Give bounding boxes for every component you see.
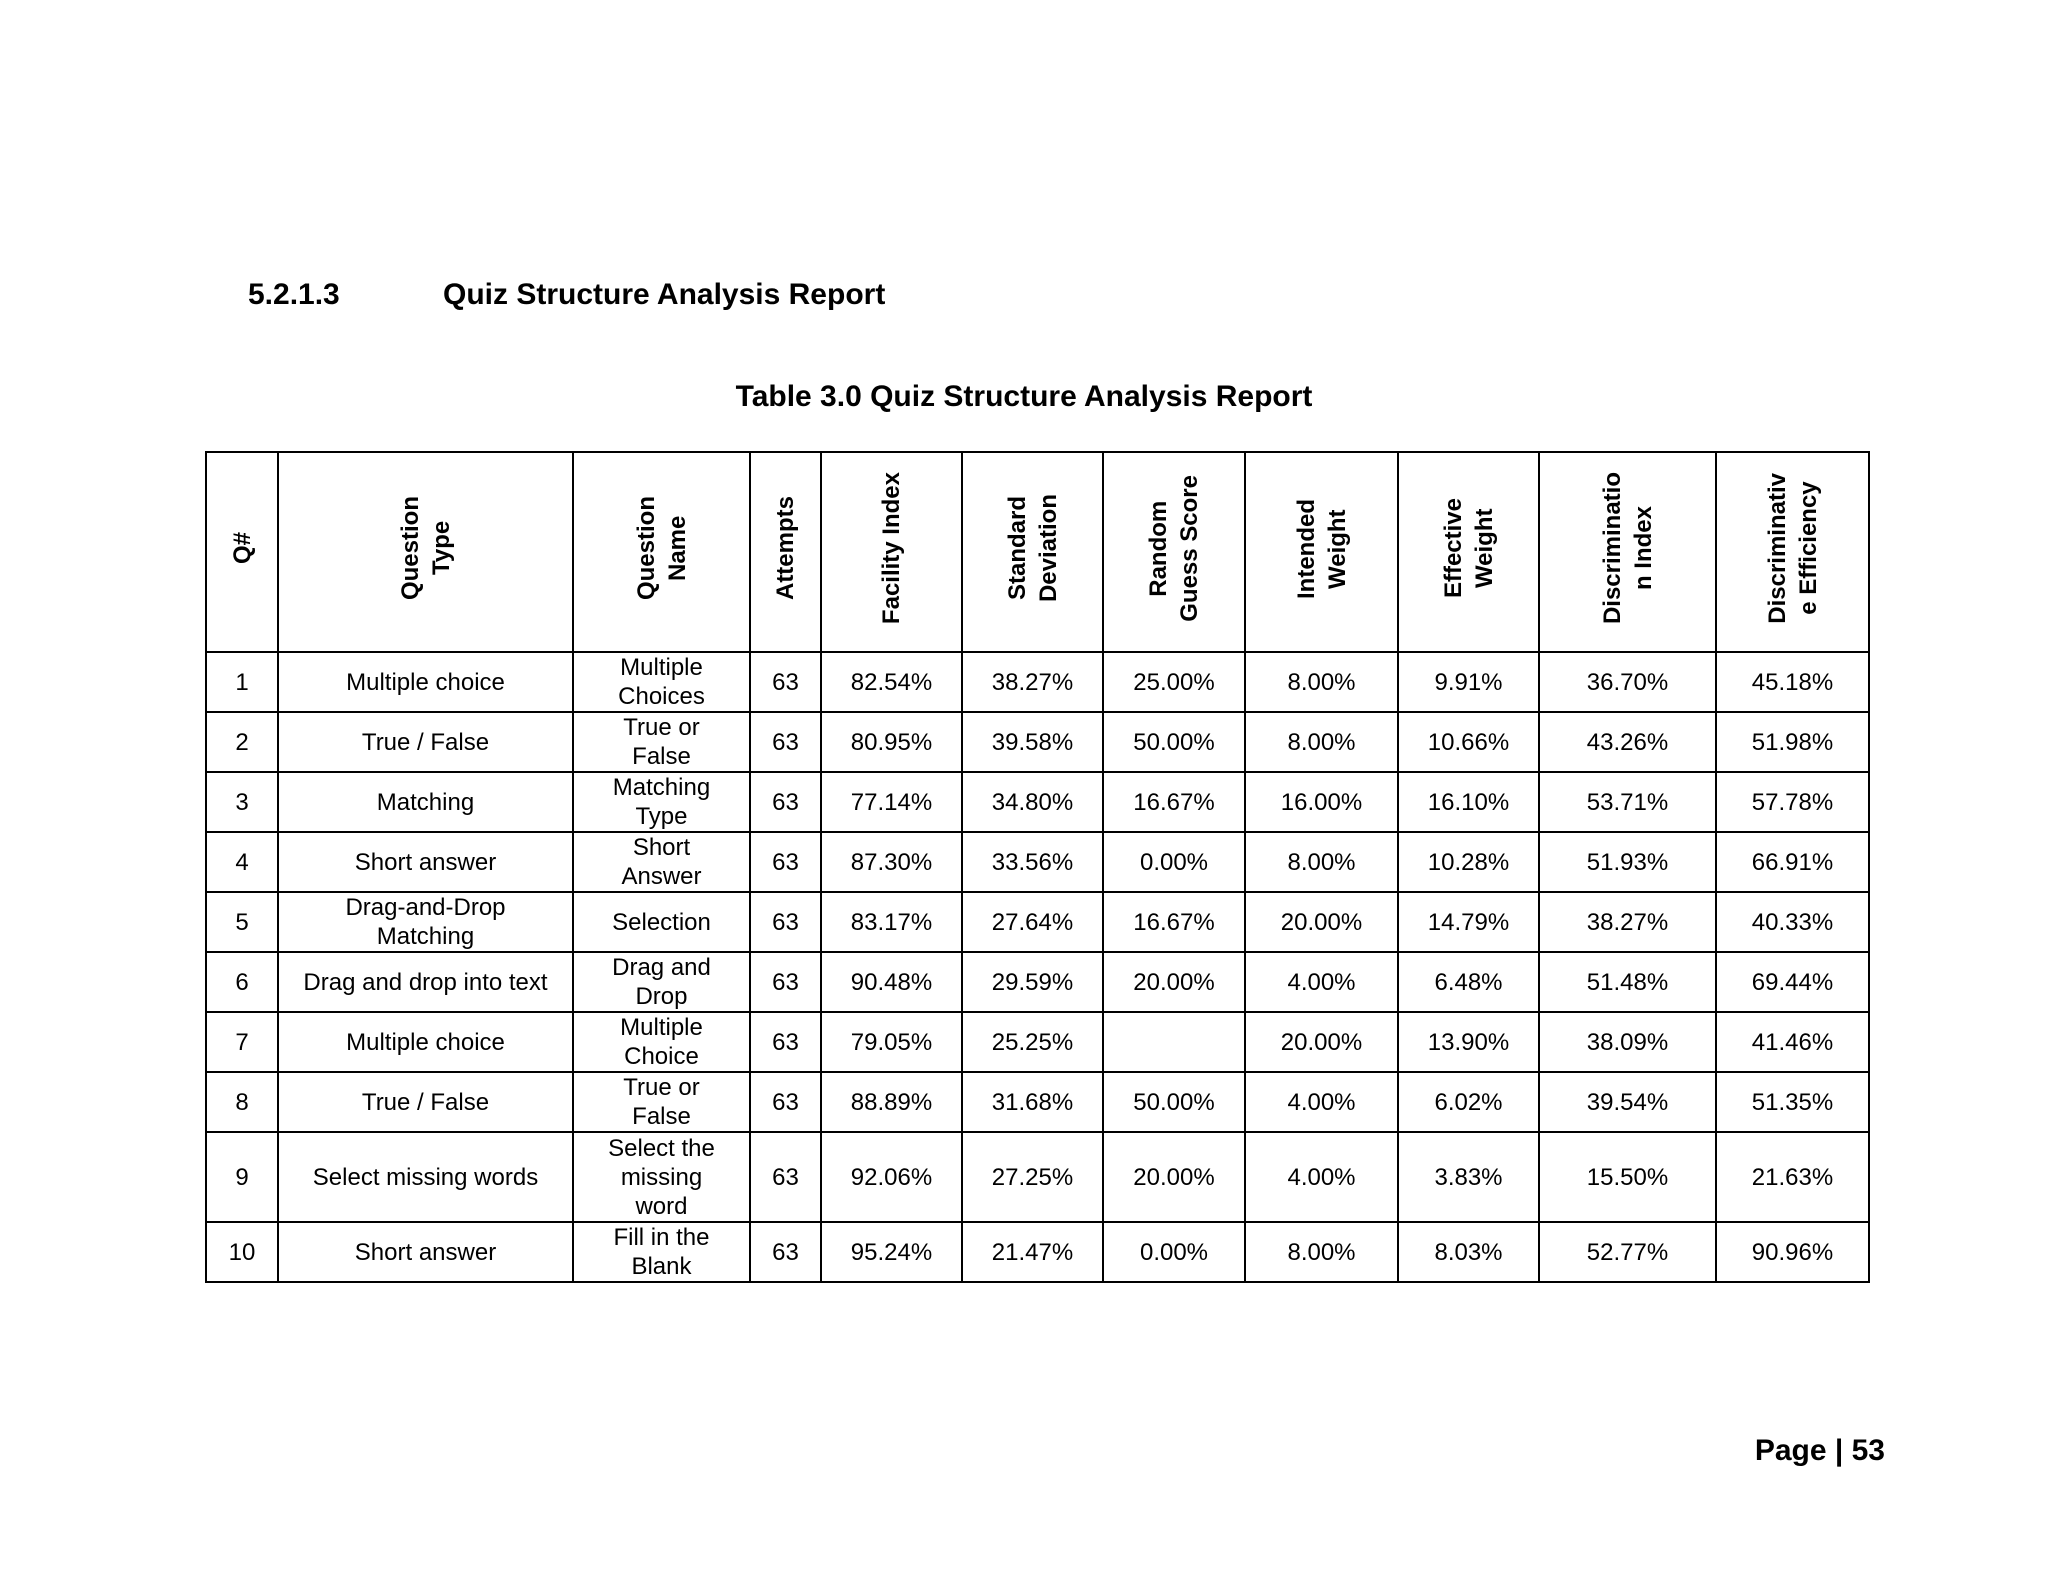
column-header — [573, 452, 750, 652]
cell-value: 6.02% — [1434, 1088, 1503, 1116]
table-cell — [278, 1012, 573, 1072]
cell-value: 1 — [235, 668, 249, 696]
table-cell — [206, 1222, 278, 1282]
table-cell — [278, 952, 573, 1012]
cell-value: Short Answer — [621, 834, 702, 890]
cell-value: 4.00% — [1287, 968, 1356, 996]
cell-value: 69.44% — [1751, 968, 1834, 996]
cell-value: Short answer — [354, 1238, 497, 1266]
table-cell — [1245, 1012, 1398, 1072]
table-cell — [1539, 1222, 1716, 1282]
table-row — [206, 1222, 1869, 1282]
cell-value: 8.03% — [1434, 1238, 1503, 1266]
table-cell — [1398, 1222, 1539, 1282]
cell-value: 63 — [772, 1028, 799, 1056]
table-cell — [1245, 652, 1398, 712]
cell-value: 41.46% — [1751, 1028, 1834, 1056]
cell-value: 63 — [772, 788, 799, 816]
cell-value: 53.71% — [1586, 788, 1669, 816]
cell-value: 20.00% — [1280, 1028, 1363, 1056]
table-cell — [206, 892, 278, 952]
section-heading — [248, 278, 885, 312]
cell-value: 43.26% — [1586, 728, 1669, 756]
table-cell — [573, 832, 750, 892]
cell-value: 63 — [772, 728, 799, 756]
table-cell — [1103, 1132, 1245, 1222]
cell-value: 8.00% — [1287, 848, 1356, 876]
table-cell — [750, 1132, 821, 1222]
table-cell — [1245, 1222, 1398, 1282]
cell-value: True or False — [623, 1074, 700, 1130]
table-cell — [278, 892, 573, 952]
column-header — [1716, 452, 1869, 652]
column-header-label: Question Type — [396, 496, 455, 601]
table-cell — [821, 892, 962, 952]
cell-value: 4.00% — [1287, 1088, 1356, 1116]
column-header — [206, 452, 278, 652]
cell-value: Short answer — [354, 848, 497, 876]
cell-value: 63 — [772, 1238, 799, 1266]
cell-value: 52.77% — [1586, 1238, 1669, 1266]
table-cell — [962, 652, 1103, 712]
cell-value: Multiple Choices — [618, 654, 705, 710]
column-header-label: Effective Weight — [1439, 498, 1498, 599]
section-title: Quiz Structure Analysis Report — [443, 278, 886, 311]
table-cell — [573, 712, 750, 772]
table-row — [206, 652, 1869, 712]
table-cell — [821, 652, 962, 712]
cell-value: 3 — [235, 788, 249, 816]
table-cell — [573, 772, 750, 832]
table-cell — [962, 712, 1103, 772]
cell-value: 63 — [772, 1088, 799, 1116]
column-header-label: Standard Deviation — [1003, 494, 1062, 603]
table-cell — [573, 1072, 750, 1132]
table-cell — [750, 772, 821, 832]
cell-value: True / False — [361, 728, 490, 756]
table-row — [206, 892, 1869, 952]
column-header — [1245, 452, 1398, 652]
table-cell — [1103, 1012, 1245, 1072]
table-header-row — [206, 452, 1869, 652]
table-cell — [1398, 832, 1539, 892]
table-cell — [1539, 952, 1716, 1012]
table-cell — [573, 1222, 750, 1282]
table-cell — [206, 952, 278, 1012]
cell-value: 57.78% — [1751, 788, 1834, 816]
cell-value: 25.25% — [991, 1028, 1074, 1056]
table-cell — [1539, 712, 1716, 772]
table-cell — [962, 772, 1103, 832]
column-header-label: Question Name — [632, 496, 691, 601]
cell-value: 0.00% — [1139, 1238, 1209, 1266]
cell-value: 63 — [772, 968, 799, 996]
table-cell — [1716, 1132, 1869, 1222]
table-cell — [1103, 652, 1245, 712]
cell-value: Drag and drop into text — [303, 968, 548, 996]
table-cell — [206, 832, 278, 892]
cell-value: Matching Type — [612, 774, 711, 830]
table-cell — [573, 652, 750, 712]
table-cell — [750, 652, 821, 712]
cell-value: 8.00% — [1287, 668, 1356, 696]
cell-value: 38.27% — [991, 668, 1074, 696]
cell-value: 63 — [772, 1163, 799, 1191]
table-cell — [1398, 1012, 1539, 1072]
table-cell — [1103, 1072, 1245, 1132]
cell-value: 39.54% — [1586, 1088, 1669, 1116]
cell-value: 2 — [235, 728, 249, 756]
cell-value: 92.06% — [850, 1163, 933, 1191]
cell-value: 38.09% — [1586, 1028, 1669, 1056]
cell-value: 10 — [228, 1238, 256, 1266]
cell-value: 8.00% — [1287, 728, 1356, 756]
table-cell — [1103, 832, 1245, 892]
cell-value: 16.67% — [1133, 908, 1215, 936]
cell-value: 79.05% — [850, 1028, 933, 1056]
table-cell — [962, 1012, 1103, 1072]
table-cell — [962, 1072, 1103, 1132]
cell-value: 77.14% — [850, 788, 933, 816]
table-row — [206, 952, 1869, 1012]
cell-value: 45.18% — [1751, 668, 1834, 696]
cell-value: 6.48% — [1434, 968, 1503, 996]
table-cell — [1245, 772, 1398, 832]
table-cell — [278, 1222, 573, 1282]
cell-value: 27.25% — [991, 1163, 1074, 1191]
page-number: Page | 53 — [1754, 1434, 1885, 1467]
cell-value: 36.70% — [1586, 668, 1669, 696]
table-cell — [278, 832, 573, 892]
column-header — [278, 452, 573, 652]
cell-value: 95.24% — [850, 1238, 933, 1266]
table-cell — [1103, 1222, 1245, 1282]
cell-value: 88.89% — [850, 1088, 933, 1116]
cell-value: 63 — [772, 908, 799, 936]
cell-value: 9 — [235, 1163, 249, 1191]
cell-value: 7 — [235, 1028, 249, 1056]
table-cell — [821, 952, 962, 1012]
cell-value: 20.00% — [1280, 908, 1363, 936]
cell-value: 16.10% — [1427, 788, 1510, 816]
cell-value: 8.00% — [1287, 1238, 1356, 1266]
table-cell — [1103, 712, 1245, 772]
table-cell — [1539, 1072, 1716, 1132]
table-cell — [750, 892, 821, 952]
table-cell — [750, 712, 821, 772]
cell-value: 21.47% — [991, 1238, 1074, 1266]
table-cell — [206, 712, 278, 772]
cell-value: 5 — [235, 908, 249, 936]
cell-value: 80.95% — [850, 728, 933, 756]
column-header — [962, 452, 1103, 652]
table-cell — [821, 1132, 962, 1222]
table-cell — [1398, 892, 1539, 952]
table-cell — [1245, 832, 1398, 892]
table-cell — [573, 1132, 750, 1222]
table-cell — [1398, 952, 1539, 1012]
cell-value: 83.17% — [850, 908, 933, 936]
cell-value: 51.93% — [1586, 848, 1669, 876]
table-cell — [206, 1072, 278, 1132]
cell-value: 20.00% — [1133, 1163, 1215, 1191]
table-cell — [1103, 892, 1245, 952]
cell-value: 0.00% — [1139, 848, 1209, 876]
table-row — [206, 1012, 1869, 1072]
table-cell — [278, 712, 573, 772]
cell-value: Select missing words — [312, 1163, 539, 1191]
table-cell — [1245, 892, 1398, 952]
column-header-label: Q# — [228, 532, 256, 565]
table-cell — [1716, 1222, 1869, 1282]
cell-value: 51.48% — [1586, 968, 1669, 996]
table-cell — [206, 1132, 278, 1222]
table-cell — [1539, 832, 1716, 892]
cell-value: 51.35% — [1751, 1088, 1834, 1116]
table-cell — [1716, 1012, 1869, 1072]
table-cell — [821, 832, 962, 892]
cell-value: 34.80% — [991, 788, 1074, 816]
cell-value: 63 — [772, 848, 799, 876]
cell-value: True / False — [361, 1088, 490, 1116]
table-cell — [962, 832, 1103, 892]
table-cell — [821, 1012, 962, 1072]
table-cell — [1716, 652, 1869, 712]
cell-value: 33.56% — [991, 848, 1074, 876]
table-cell — [1539, 1132, 1716, 1222]
cell-value: Selection — [612, 908, 711, 936]
column-header — [821, 452, 962, 652]
table-cell — [278, 1072, 573, 1132]
table-cell — [821, 1222, 962, 1282]
table-cell — [1398, 652, 1539, 712]
cell-value: 4.00% — [1287, 1163, 1356, 1191]
table-cell — [1539, 1012, 1716, 1072]
table-caption: Table 3.0 Quiz Structure Analysis Report — [735, 380, 1313, 413]
column-header-label: Facility Index — [878, 472, 905, 625]
cell-value: 8 — [235, 1088, 249, 1116]
table-row — [206, 832, 1869, 892]
cell-value: Multiple Choice — [620, 1014, 703, 1070]
table-cell — [573, 952, 750, 1012]
cell-value: Multiple choice — [346, 1028, 505, 1056]
cell-value: Matching — [376, 788, 475, 816]
cell-value: 50.00% — [1133, 1088, 1215, 1116]
cell-value: 3.83% — [1434, 1163, 1503, 1191]
cell-value: 90.48% — [850, 968, 933, 996]
table-cell — [750, 832, 821, 892]
cell-value: 14.79% — [1427, 908, 1510, 936]
cell-value: 66.91% — [1751, 848, 1834, 876]
table-cell — [1716, 952, 1869, 1012]
cell-value: 40.33% — [1751, 908, 1834, 936]
table-cell — [1539, 772, 1716, 832]
cell-value: 21.63% — [1751, 1163, 1834, 1191]
table-cell — [278, 772, 573, 832]
cell-value: 39.58% — [991, 728, 1074, 756]
cell-value: 82.54% — [850, 668, 933, 696]
table-cell — [1398, 712, 1539, 772]
table-cell — [750, 952, 821, 1012]
column-header-label: Discriminatio n Index — [1598, 472, 1657, 625]
cell-value: 87.30% — [850, 848, 933, 876]
table-cell — [1716, 1072, 1869, 1132]
cell-value: 50.00% — [1133, 728, 1215, 756]
table-cell — [1398, 1072, 1539, 1132]
cell-value: 38.27% — [1586, 908, 1669, 936]
cell-value: 90.96% — [1751, 1238, 1834, 1266]
column-header — [1103, 452, 1245, 652]
cell-value: 13.90% — [1427, 1028, 1510, 1056]
table-row — [206, 1072, 1869, 1132]
table-cell — [1539, 652, 1716, 712]
cell-value: Drag-and-Drop Matching — [345, 894, 506, 950]
table-cell — [206, 772, 278, 832]
table-cell — [1103, 952, 1245, 1012]
cell-value: Select the missing word — [608, 1134, 715, 1220]
table-row — [206, 1132, 1869, 1222]
cell-value: 27.64% — [991, 908, 1074, 936]
column-header — [1398, 452, 1539, 652]
table-cell — [278, 652, 573, 712]
table-cell — [750, 1072, 821, 1132]
column-header-label: Discriminativ e Efficiency — [1763, 473, 1822, 624]
cell-value: 25.00% — [1133, 668, 1215, 696]
table-cell — [206, 1012, 278, 1072]
cell-value: True or False — [623, 714, 700, 770]
table-row — [206, 712, 1869, 772]
cell-value: Fill in the Blank — [613, 1224, 710, 1280]
cell-value: 31.68% — [991, 1088, 1074, 1116]
table-cell — [1716, 832, 1869, 892]
table-cell — [750, 1222, 821, 1282]
table-cell — [1398, 772, 1539, 832]
table-body — [206, 652, 1869, 1282]
table-cell — [962, 1132, 1103, 1222]
column-header-label: Random Guess Score — [1145, 475, 1203, 622]
table-cell — [1245, 952, 1398, 1012]
table-cell — [278, 1132, 573, 1222]
table-cell — [1398, 1132, 1539, 1222]
table-cell — [1245, 1132, 1398, 1222]
table-cell — [1716, 892, 1869, 952]
table-cell — [573, 892, 750, 952]
table-cell — [962, 892, 1103, 952]
table-cell — [1245, 712, 1398, 772]
cell-value: 51.98% — [1751, 728, 1834, 756]
table-row — [206, 772, 1869, 832]
cell-value: 4 — [235, 848, 249, 876]
table-cell — [1245, 1072, 1398, 1132]
cell-value: 63 — [772, 668, 799, 696]
column-header-label: Attempts — [772, 496, 799, 601]
column-header-label: Intended Weight — [1292, 498, 1351, 599]
table-cell — [821, 1072, 962, 1132]
cell-value: 20.00% — [1133, 968, 1215, 996]
table-cell — [962, 1222, 1103, 1282]
column-header — [1539, 452, 1716, 652]
cell-value: 10.66% — [1427, 728, 1510, 756]
column-header — [750, 452, 821, 652]
table-cell — [962, 952, 1103, 1012]
table-cell — [206, 652, 278, 712]
table-cell — [750, 1012, 821, 1072]
cell-value: Multiple choice — [346, 668, 505, 696]
table-cell — [1716, 712, 1869, 772]
table-cell — [1716, 772, 1869, 832]
cell-value: 16.00% — [1280, 788, 1363, 816]
cell-value: 10.28% — [1427, 848, 1510, 876]
cell-value: 15.50% — [1586, 1163, 1669, 1191]
table-cell — [573, 1012, 750, 1072]
cell-value: 6 — [235, 968, 249, 996]
quiz-structure-table — [205, 451, 1870, 1283]
table-cell — [821, 772, 962, 832]
cell-value: 29.59% — [991, 968, 1074, 996]
cell-value: 16.67% — [1133, 788, 1215, 816]
table-cell — [1539, 892, 1716, 952]
table-cell — [1103, 772, 1245, 832]
table-cell — [821, 712, 962, 772]
cell-value: Drag and Drop — [612, 954, 711, 1010]
cell-value: 9.91% — [1434, 668, 1503, 696]
section-number: 5.2.1.3 — [248, 278, 340, 311]
